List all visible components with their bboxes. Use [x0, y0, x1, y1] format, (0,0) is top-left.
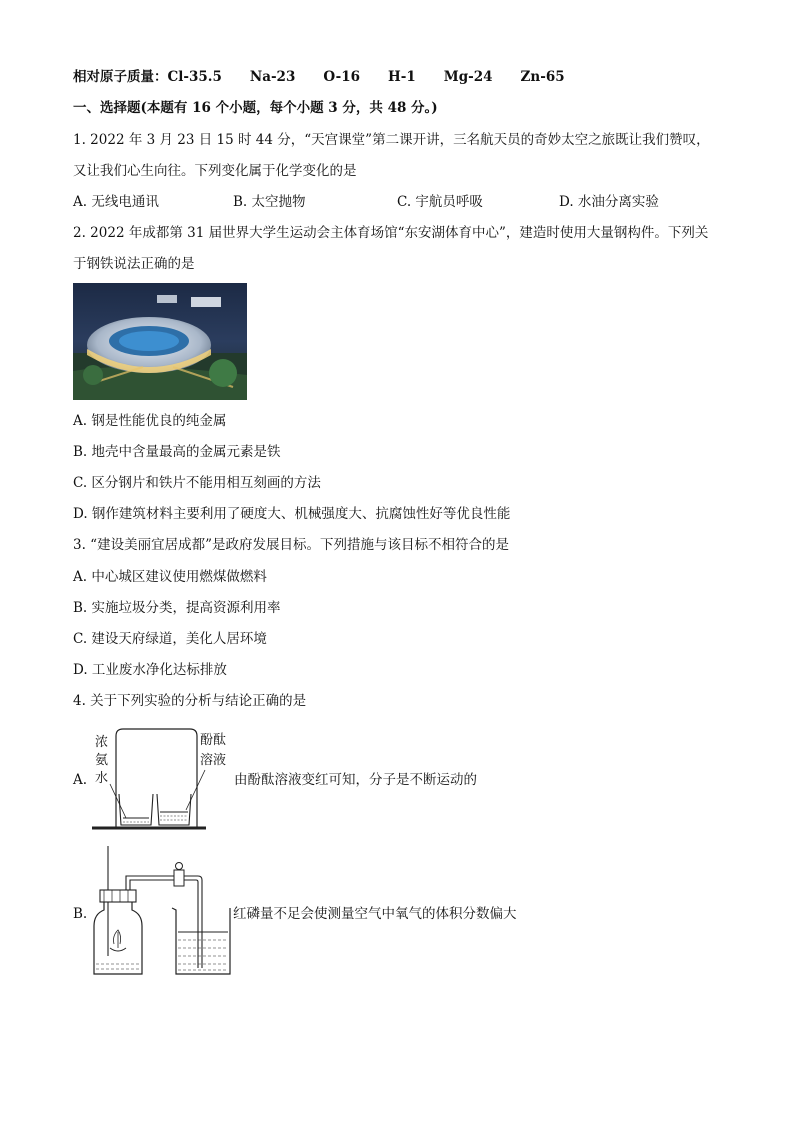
- question-1-line-2: 又让我们心生向往。下列变化属于化学变化的是: [73, 163, 357, 179]
- ammonia-label-1: 浓: [95, 735, 109, 750]
- question-2-line-2: 于钢铁说法正确的是: [73, 256, 195, 272]
- question-1-line-1: 1. 2022 年 3 月 23 日 15 时 44 分，“天宫课堂”第二课开讲，三名航天员的奇妙太空之旅既让我们赞叹，: [73, 132, 710, 148]
- question-1-option-a: A. 无线电通讯: [73, 194, 159, 210]
- question-4-option-a-letter: A.: [73, 772, 88, 788]
- ammonia-diffusion-diagram: [90, 728, 230, 832]
- question-2-option-c: C. 区分钢片和铁片不能用相互刻画的方法: [73, 475, 321, 491]
- ammonia-label-2: 氨: [95, 753, 109, 768]
- question-2-line-1: 2. 2022 年成都第 31 届世界大学生运动会主体育场馆“东安湖体育中心”，建造时使用大量钢构件。下列关: [73, 225, 709, 241]
- question-2-option-a: A. 钢是性能优良的纯金属: [73, 413, 227, 429]
- question-2-option-b: B. 地壳中含量最高的金属元素是铁: [73, 444, 281, 460]
- atomic-mass-label: 相对原子质量：: [73, 69, 168, 85]
- atomic-mass-mg: Mg-24: [443, 69, 493, 85]
- section-title: 一、选择题(本题有 16 个小题，每个小题 3 分，共 48 分。): [73, 100, 438, 116]
- phosphorus-oxygen-diagram: [88, 844, 234, 978]
- stadium-photo: [73, 283, 247, 400]
- phenolphthalein-label-1: 酚酞: [200, 733, 227, 748]
- question-3-option-b: B. 实施垃圾分类，提高资源利用率: [73, 600, 281, 616]
- question-2-option-d: D. 钢作建筑材料主要利用了硬度大、机械强度大、抗腐蚀性好等优良性能: [73, 506, 511, 522]
- question-3-option-d: D. 工业废水净化达标排放: [73, 662, 227, 678]
- question-4-line-1: 4. 关于下列实验的分析与结论正确的是: [73, 693, 307, 709]
- phenolphthalein-label-2: 溶液: [200, 753, 227, 768]
- question-1-option-b: B. 太空抛物: [233, 194, 306, 210]
- ammonia-label-3: 水: [95, 771, 109, 786]
- atomic-mass-na: Na-23: [249, 69, 296, 85]
- question-3-line-1: 3. “建设美丽宜居成都”是政府发展目标。下列措施与该目标不相符合的是: [73, 537, 509, 553]
- atomic-mass-line: [73, 68, 593, 86]
- atomic-mass-o: O-16: [323, 69, 360, 85]
- question-4-option-b-letter: B.: [73, 906, 88, 922]
- question-1-option-c: C. 宇航员呼吸: [397, 194, 483, 210]
- atomic-mass-h: H-1: [388, 69, 416, 85]
- question-3-option-a: A. 中心城区建议使用燃煤做燃料: [73, 569, 267, 585]
- question-4-option-b-text: 红磷量不足会使测量空气中氧气的体积分数偏大: [233, 906, 517, 922]
- question-1-option-d: D. 水油分离实验: [559, 194, 659, 210]
- atomic-mass-cl: Cl-35.5: [167, 69, 222, 85]
- question-3-option-c: C. 建设天府绿道，美化人居环境: [73, 631, 267, 647]
- atomic-mass-zn: Zn-65: [520, 69, 565, 85]
- question-4-option-a-text: 由酚酞溶液变红可知，分子是不断运动的: [234, 772, 477, 788]
